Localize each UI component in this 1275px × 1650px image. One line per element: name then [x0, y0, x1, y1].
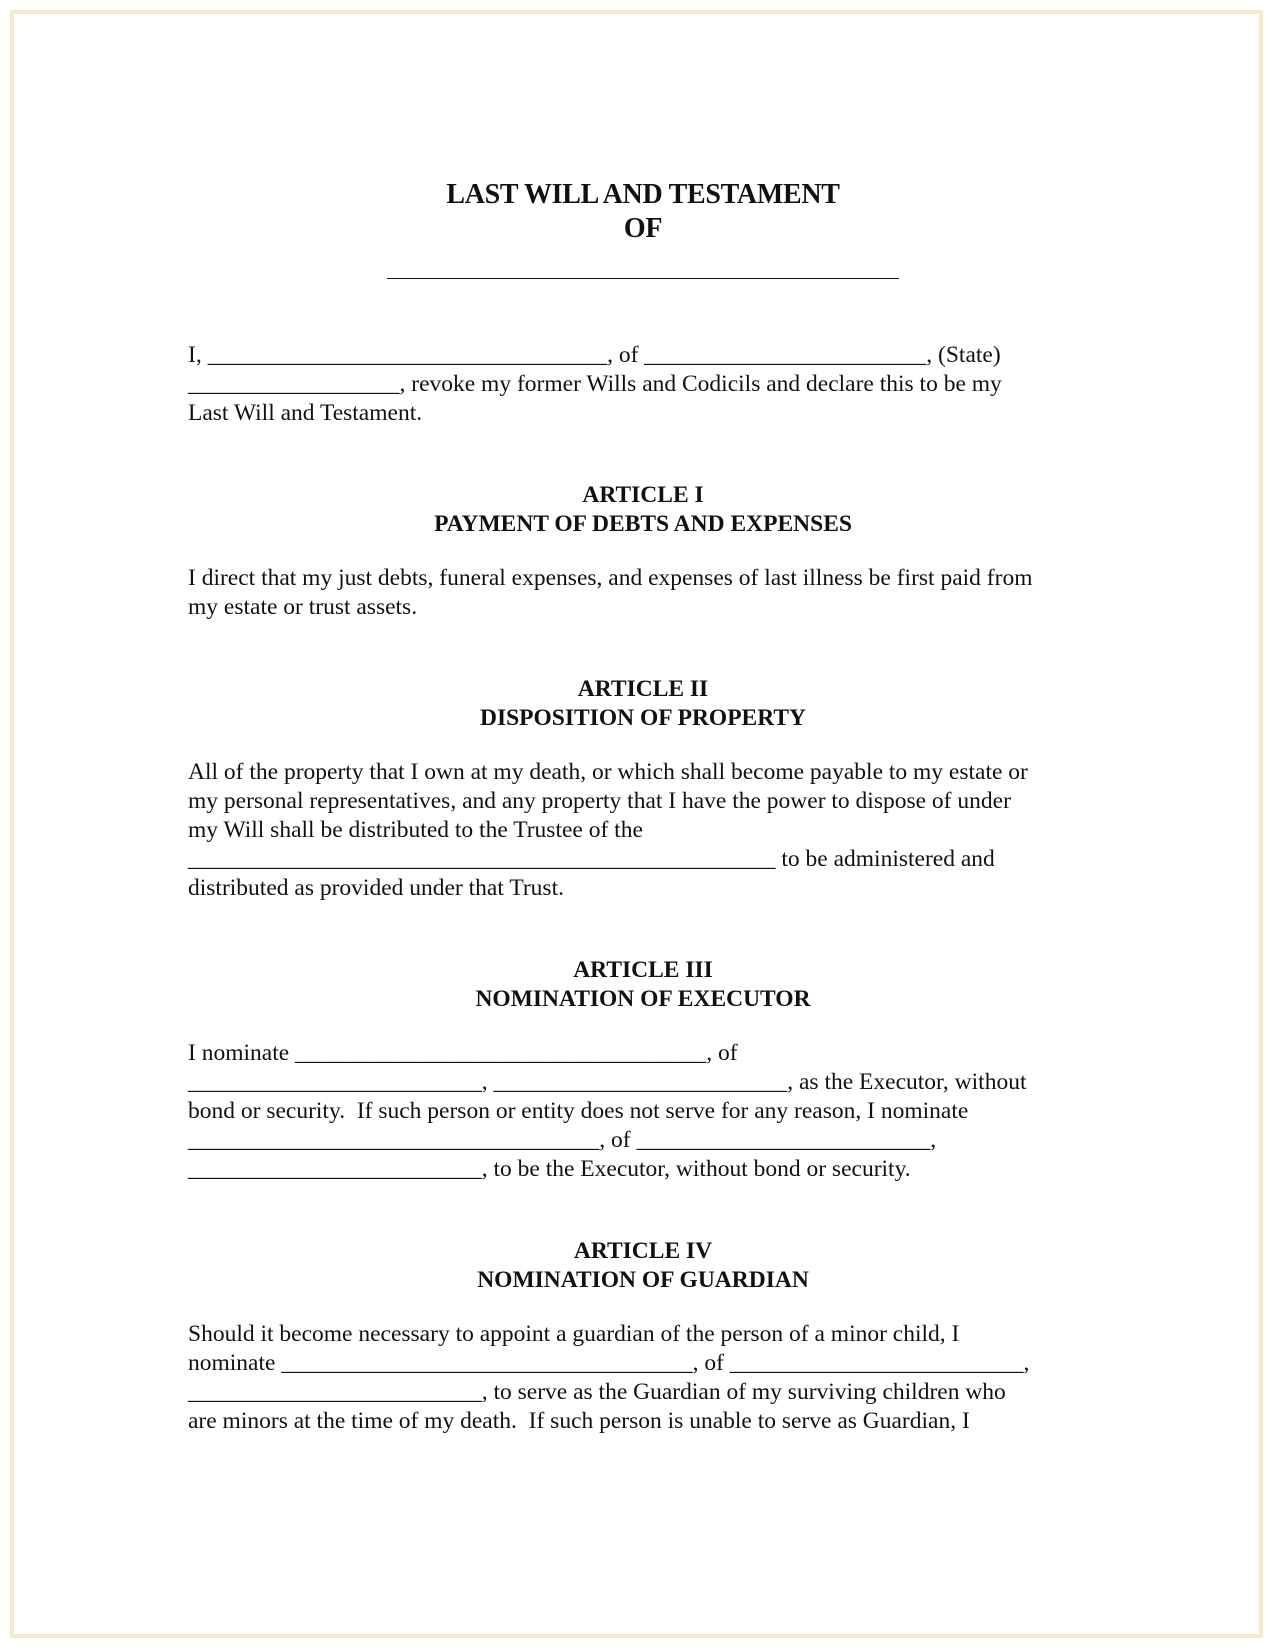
article-line: my personal representatives, and any property that I have the power to dispose of under [188, 788, 1011, 814]
article-2-heading [188, 675, 1098, 733]
article-title: NOMINATION OF GUARDIAN [477, 1267, 809, 1293]
article-line: are minors at the time of my death. If such person is unable to serve as Guardian, I [188, 1408, 970, 1434]
article-title: DISPOSITION OF PROPERTY [479, 705, 807, 731]
article-number: ARTICLE IV [573, 1238, 713, 1264]
article-3-paragraph [188, 1039, 1098, 1184]
article-2-paragraph [188, 758, 1098, 903]
article-number: ARTICLE I [582, 482, 704, 508]
article-line: ___________________________________, of _________________________, [188, 1127, 937, 1153]
article-line: nominate ___________________________________, of _________________________, [188, 1350, 1030, 1376]
article-line: _________________________, _________________________, as the Executor, without [188, 1069, 1027, 1095]
testator-name-line [387, 278, 899, 279]
will-document [188, 178, 1098, 1436]
article-line: I nominate ___________________________________, of [188, 1040, 738, 1066]
document-title [188, 178, 1098, 246]
article-line: _________________________, to be the Executor, without bond or security. [188, 1156, 911, 1182]
intro-line: __________________, revoke my former Wills and Codicils and declare this to be my [188, 371, 1002, 397]
article-line: _________________________, to serve as the Guardian of my surviving children who [188, 1379, 1006, 1405]
article-line: __________________________________________________ to be administered and [188, 846, 995, 872]
article-4-heading [188, 1237, 1098, 1295]
article-line: my Will shall be distributed to the Trustee of the [188, 817, 643, 843]
article-title: NOMINATION OF EXECUTOR [475, 986, 811, 1012]
article-4-paragraph [188, 1320, 1098, 1436]
article-number: ARTICLE II [577, 676, 709, 702]
article-3-heading [188, 956, 1098, 1014]
article-line: Should it become necessary to appoint a guardian of the person of a minor child, I [188, 1321, 960, 1347]
article-line: distributed as provided under that Trust. [188, 875, 564, 901]
intro-line: Last Will and Testament. [188, 400, 423, 426]
article-1-paragraph [188, 564, 1098, 622]
intro-line: I, __________________________________, of ________________________, (State) [188, 342, 1001, 368]
article-title: PAYMENT OF DEBTS AND EXPENSES [434, 511, 852, 537]
article-line: my estate or trust assets. [188, 594, 418, 620]
article-line: bond or security. If such person or entity does not serve for any reason, I nominate [188, 1098, 969, 1124]
intro-paragraph [188, 341, 1098, 428]
article-line: All of the property that I own at my death, or which shall become payable to my estate or [188, 759, 1028, 785]
title-line-2: OF [623, 213, 663, 244]
article-number: ARTICLE III [573, 957, 713, 983]
article-1-heading [188, 481, 1098, 539]
article-line: I direct that my just debts, funeral expenses, and expenses of last illness be first paid from [188, 565, 1033, 591]
title-line-1: LAST WILL AND TESTAMENT [446, 179, 840, 210]
